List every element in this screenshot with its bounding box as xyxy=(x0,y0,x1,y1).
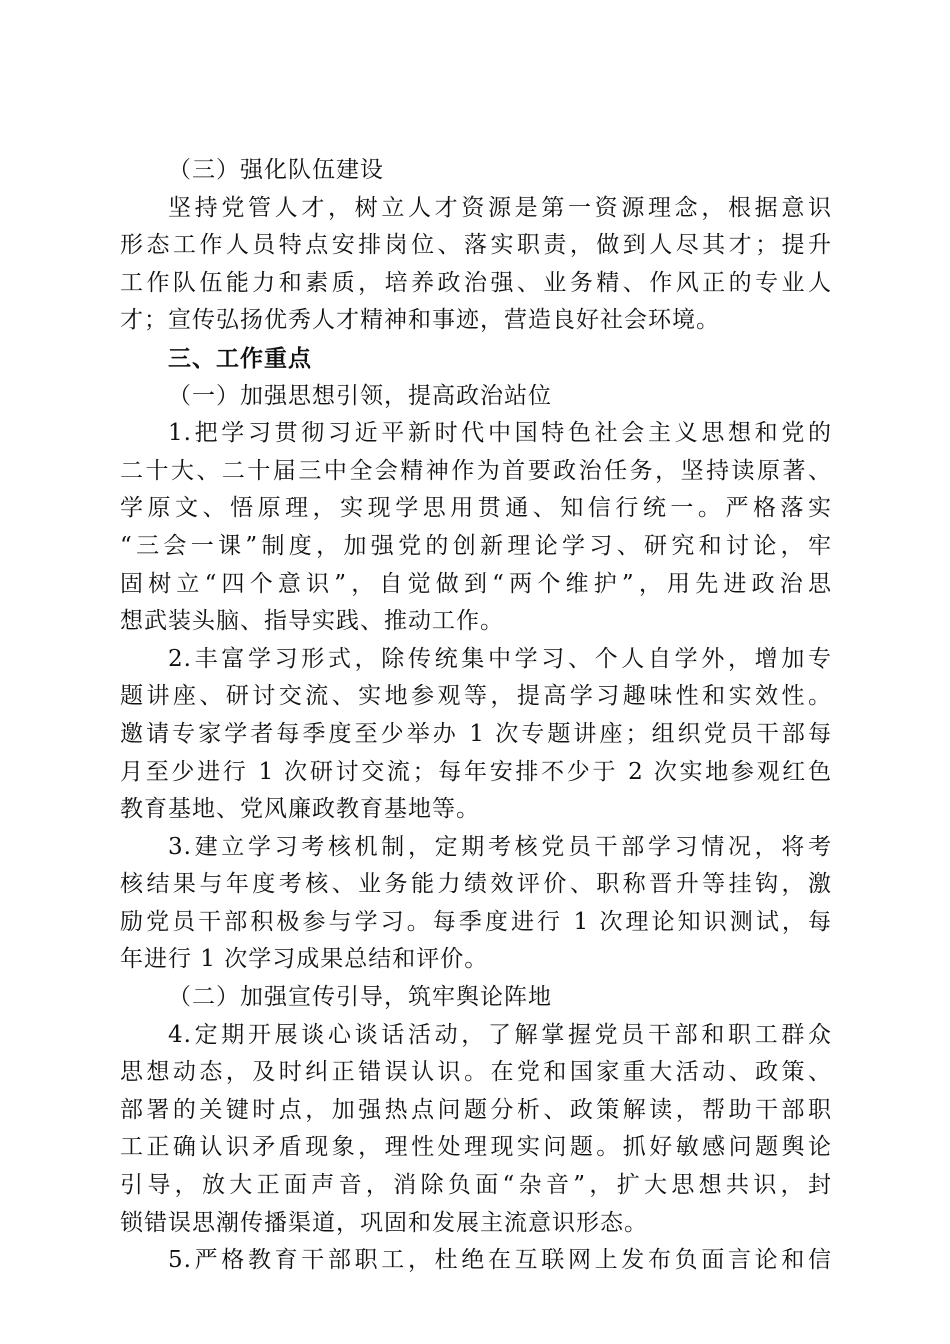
paragraph-line: 才；宣传弘扬优秀人才精神和事迹，营造良好社会环境。 xyxy=(120,307,720,334)
paragraph-line: 1.把学习贯彻习近平新时代中国特色社会主义思想和党的 xyxy=(168,420,832,447)
paragraph-line: 工作队伍能力和素质，培养政治强、业务精、作风正的专业人 xyxy=(120,269,832,296)
paragraph-line: 3.建立学习考核机制，定期考核党员干部学习情况，将考 xyxy=(168,833,832,860)
section-heading-team-building: （三）强化队伍建设 xyxy=(168,157,384,183)
paragraph-line: 坚持党管人才，树立人才资源是第一资源理念，根据意识 xyxy=(168,194,832,221)
paragraph-line: 固树立“四个意识”，自觉做到“两个维护”，用先进政治思 xyxy=(120,570,832,597)
sub-heading-ideological-guidance: （一）加强思想引领，提高政治站位 xyxy=(168,382,552,409)
paragraph-line: 励党员干部积极参与学习。每季度进行 1 次理论知识测试，每 xyxy=(120,908,832,935)
paragraph-team-building xyxy=(120,190,832,340)
paragraph-line: 想武装头脑、指导实践、推动工作。 xyxy=(120,608,504,635)
paragraph-line: 核结果与年度考核、业务能力绩效评价、职称晋升等挂钩，激 xyxy=(120,871,832,898)
document-page xyxy=(120,152,832,1280)
sub-heading-publicity-guidance: （二）加强宣传引导，筑牢舆论阵地 xyxy=(168,984,552,1011)
paragraph-line: 锁错误思潮传播渠道，巩固和发展主流意识形态。 xyxy=(120,1209,648,1236)
list-item-5 xyxy=(120,1242,832,1280)
list-item-4 xyxy=(120,1017,832,1243)
paragraph-line: 题讲座、研讨交流、实地参观等，提高学习趣味性和实效性。 xyxy=(120,683,832,710)
paragraph-line: 教育基地、党风廉政教育基地等。 xyxy=(120,796,480,823)
paragraph-line: 形态工作人员特点安排岗位、落实职责，做到人尽其才；提升 xyxy=(120,232,832,259)
paragraph-line: 年进行 1 次学习成果总结和评价。 xyxy=(120,946,489,973)
paragraph-line: 月至少进行 1 次研讨交流；每年安排不少于 2 次实地参观红色 xyxy=(120,758,832,785)
main-heading-work-focus: 三、工作重点 xyxy=(168,344,312,372)
list-item-2 xyxy=(120,641,832,829)
paragraph-line: 邀请专家学者每季度至少举办 1 次专题讲座；组织党员干部每 xyxy=(120,720,832,747)
paragraph-line: 二十大、二十届三中全会精神作为首要政治任务，坚持读原著、 xyxy=(120,457,832,484)
paragraph-line: 部署的关键时点，加强热点问题分析、政策解读，帮助干部职 xyxy=(120,1096,832,1123)
list-item-3 xyxy=(120,829,832,979)
list-item-1 xyxy=(120,415,832,641)
paragraph-line: 学原文、悟原理，实现学思用贯通、知信行统一。严格落实 xyxy=(120,495,832,522)
paragraph-line: 引导，放大正面声音，消除负面“杂音”，扩大思想共识，封 xyxy=(120,1172,832,1199)
paragraph-line: 工正确认识矛盾现象，理性处理现实问题。抓好敏感问题舆论 xyxy=(120,1134,832,1161)
paragraph-line: 4.定期开展谈心谈话活动，了解掌握党员干部和职工群众 xyxy=(168,1021,832,1048)
paragraph-line: 5.严格教育干部职工，杜绝在互联网上发布负面言论和信 xyxy=(168,1247,832,1274)
paragraph-line: 思想动态，及时纠正错误认识。在党和国家重大活动、政策、 xyxy=(120,1059,832,1086)
paragraph-line: 2.丰富学习形式，除传统集中学习、个人自学外，增加专 xyxy=(168,645,832,672)
paragraph-line: “三会一课”制度，加强党的创新理论学习、研究和讨论，牢 xyxy=(120,532,832,559)
